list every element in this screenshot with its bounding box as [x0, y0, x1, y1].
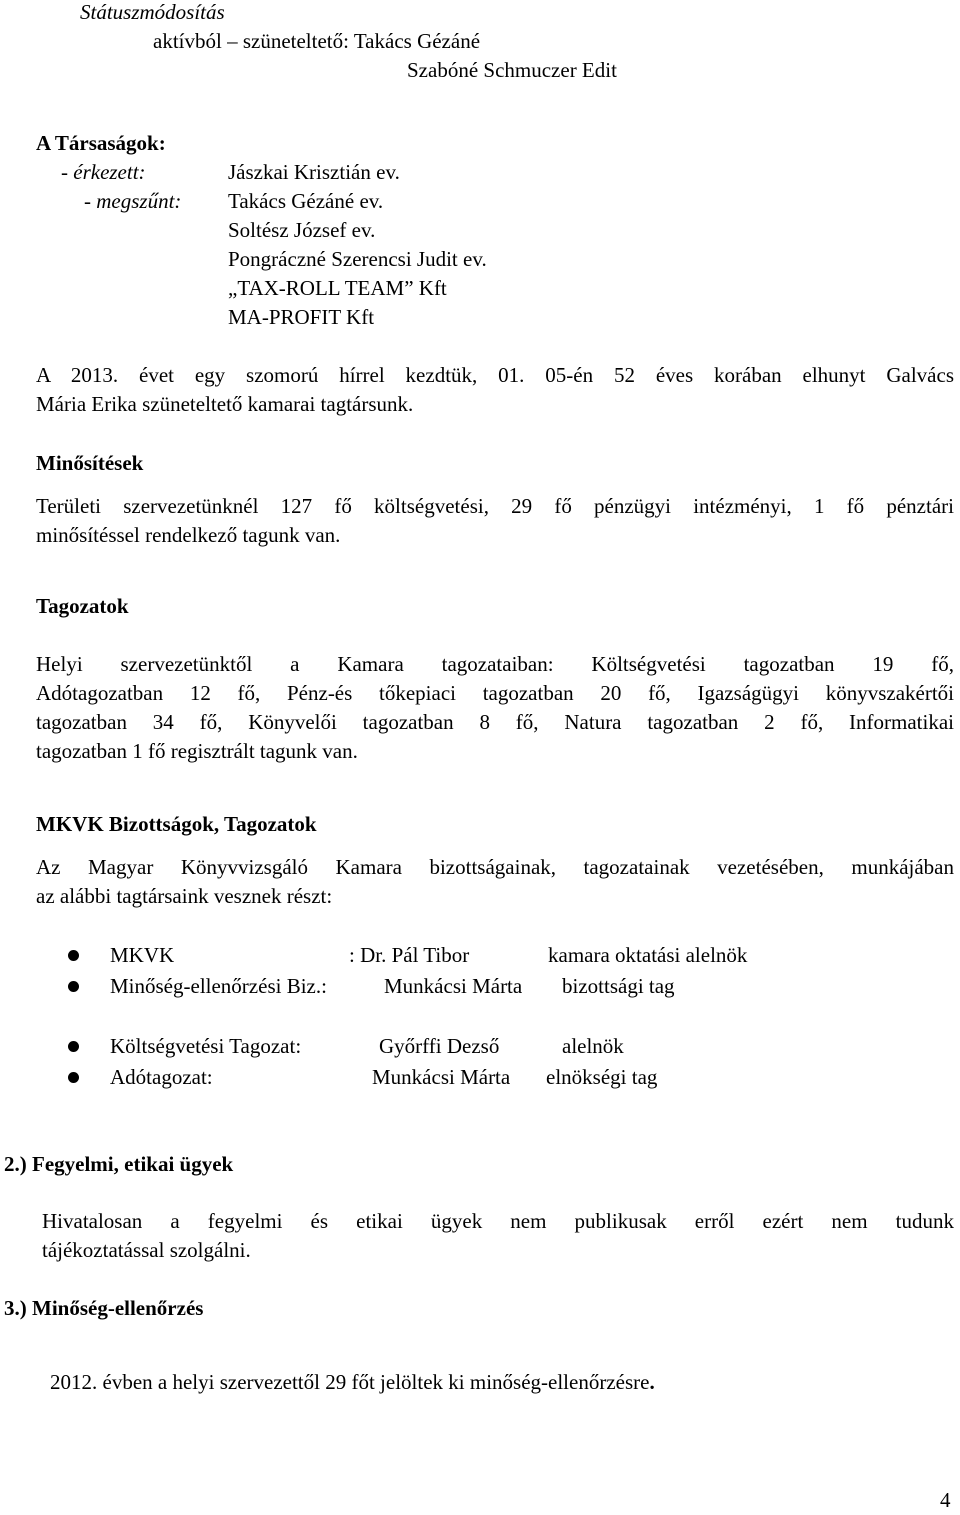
- ceased-label: - megszűnt:: [84, 189, 182, 213]
- sections-text-3: tagozatban 34 fő, Könyvelői tagozatban 8 fő, Natura tagozatban 2 fő, Informatikai: [36, 710, 954, 734]
- discipline-heading: 2.) Fegyelmi, etikai ügyek: [4, 1152, 234, 1176]
- status-line-2: Szabóné Schmuczer Edit: [407, 58, 617, 82]
- member-org: MKVK: [110, 943, 175, 967]
- member-person: : Dr. Pál Tibor: [349, 943, 470, 967]
- member-person: Munkácsi Márta: [372, 1065, 511, 1089]
- quality-text: 2012. évben a helyi szervezettől 29 főt jelöltek ki minőség-ellenőrzésre.: [50, 1370, 655, 1394]
- member-role: bizottsági tag: [562, 974, 675, 998]
- bullet-icon: [68, 1041, 79, 1052]
- arrived-item: Jászkai Krisztián ev.: [228, 160, 400, 184]
- discipline-text-1: Hivatalosan a fegyelmi és etikai ügyek nem publikusak erről ezért nem tudunk: [42, 1209, 954, 1233]
- ceased-item: MA-PROFIT Kft: [228, 305, 375, 329]
- status-title: Státuszmódosítás: [80, 0, 225, 24]
- ceased-item: Soltész József ev.: [228, 218, 376, 242]
- qualifications-text-1: Területi szervezetünknél 127 fő költségvetési, 29 fő pénzügyi intézményi, 1 fő pénztári: [36, 494, 954, 518]
- news-line-2: Mária Erika szüneteltető kamarai tagtársunk.: [36, 392, 414, 416]
- ceased-item: Pongráczné Szerencsi Judit ev.: [228, 247, 487, 271]
- bullet-icon: [68, 1072, 79, 1083]
- discipline-text-2: tájékoztatással szolgálni.: [42, 1238, 251, 1262]
- member-role: elnökségi tag: [546, 1065, 658, 1089]
- arrived-label: - érkezett:: [61, 160, 146, 184]
- ceased-item: Takács Gézáné ev.: [228, 189, 384, 213]
- sections-text-1: Helyi szervezetünktől a Kamara tagozataiban: Költségvetési tagozatban 19 fő,: [36, 652, 954, 676]
- sections-text-4: tagozatban 1 fő regisztrált tagunk van.: [36, 739, 358, 763]
- qualifications-text-2: minősítéssel rendelkező tagunk van.: [36, 523, 341, 547]
- member-org: Költségvetési Tagozat:: [110, 1034, 302, 1058]
- mkvk-heading: MKVK Bizottságok, Tagozatok: [36, 812, 317, 836]
- societies-heading: A Társaságok:: [36, 131, 166, 155]
- ceased-item: „TAX-ROLL TEAM” Kft: [228, 276, 447, 300]
- member-org: Minőség-ellenőrzési Biz.:: [110, 974, 327, 998]
- member-role: alelnök: [562, 1034, 624, 1058]
- member-role: kamara oktatási alelnök: [548, 943, 748, 967]
- sections-heading: Tagozatok: [36, 594, 129, 618]
- bullet-icon: [68, 981, 79, 992]
- quality-heading: 3.) Minőség-ellenőrzés: [4, 1296, 204, 1320]
- qualifications-heading: Minősítések: [36, 451, 144, 475]
- mkvk-intro-2: az alábbi tagtársaink vesznek részt:: [36, 884, 333, 908]
- member-person: Győrffi Dezső: [379, 1034, 500, 1058]
- status-line: aktívból – szüneteltető: Takács Gézáné: [153, 29, 481, 53]
- member-org: Adótagozat:: [110, 1065, 213, 1089]
- page-number: 4: [940, 1488, 951, 1512]
- sections-text-2: Adótagozatban 12 fő, Pénz-és tőkepiaci tagozatban 20 fő, Igazságügyi könyvszakértői: [36, 681, 954, 705]
- bullet-icon: [68, 950, 79, 961]
- news-line-1: A 2013. évet egy szomorú hírrel kezdtük, 01. 05-én 52 éves korában elhunyt Galvács: [36, 363, 954, 387]
- mkvk-intro-1: Az Magyar Könyvvizsgáló Kamara bizottságainak, tagozatainak vezetésében, munkájában: [36, 855, 954, 879]
- member-person: Munkácsi Márta: [384, 974, 523, 998]
